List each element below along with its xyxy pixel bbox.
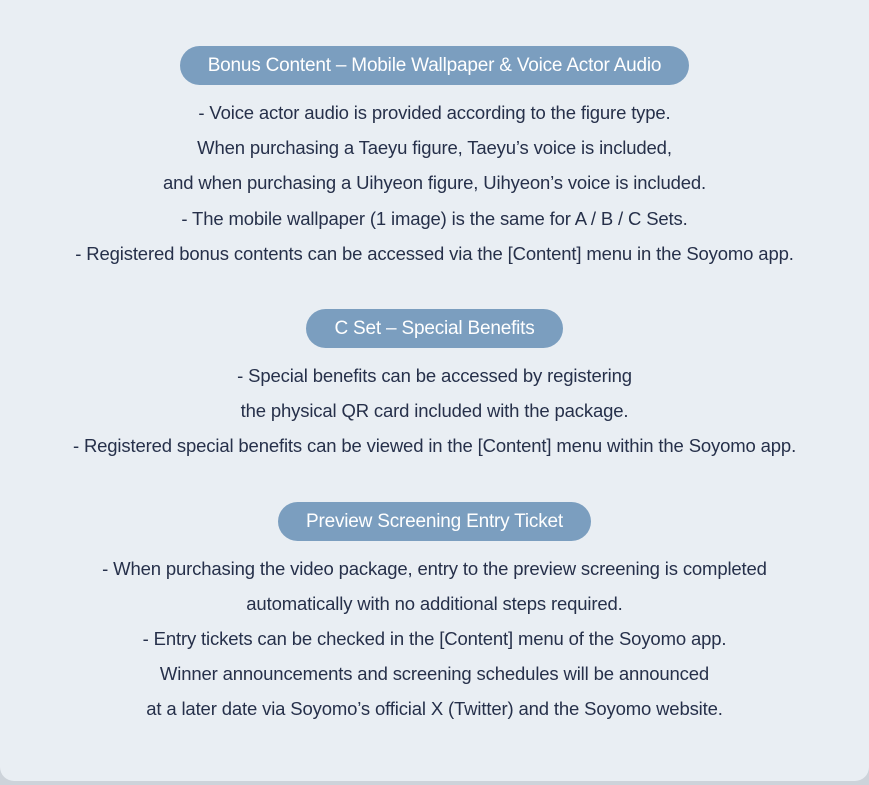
- text-line: automatically with no additional steps required.: [246, 592, 623, 614]
- text-line: When purchasing a Taeyu figure, Taeyu’s voice is included,: [197, 137, 672, 159]
- text-line: - Voice actor audio is provided according to the figure type.: [198, 102, 671, 123]
- section-text: [73, 358, 796, 464]
- c-set-benefits-section: [0, 309, 869, 464]
- text-line: - The mobile wallpaper (1 image) is the same for A / B / C Sets.: [181, 207, 688, 229]
- text-line: at a later date via Soyomo’s official X (Twitter) and the Soyomo website.: [146, 698, 723, 720]
- text-line: and when purchasing a Uihyeon figure, Uihyeon’s voice is included.: [162, 172, 707, 194]
- section-text: [102, 551, 767, 727]
- section-text: [75, 95, 793, 271]
- text-line: - Registered special benefits can be viewed in the [Content] menu within the Soyomo app.: [72, 435, 797, 457]
- section-title-badge: C Set – Special Benefits: [306, 309, 562, 348]
- text-line: - When purchasing the video package, entry to the preview screening is completed: [102, 557, 767, 579]
- text-line: the physical QR card included with the package.: [240, 400, 629, 422]
- text-line: - Special benefits can be accessed by registering: [237, 365, 632, 387]
- section-title-badge: Preview Screening Entry Ticket: [278, 502, 591, 541]
- bonus-content-section: [0, 46, 869, 271]
- text-line: Winner announcements and screening schedules will be announced: [159, 663, 710, 685]
- text-line: - Entry tickets can be checked in the [Content] menu of the Soyomo app.: [142, 628, 727, 650]
- section-title-badge: Bonus Content – Mobile Wallpaper & Voice Actor Audio: [180, 46, 690, 85]
- text-line: - Registered bonus contents can be accessed via the [Content] menu in the Soyomo app.: [75, 242, 794, 264]
- preview-screening-section: [0, 502, 869, 727]
